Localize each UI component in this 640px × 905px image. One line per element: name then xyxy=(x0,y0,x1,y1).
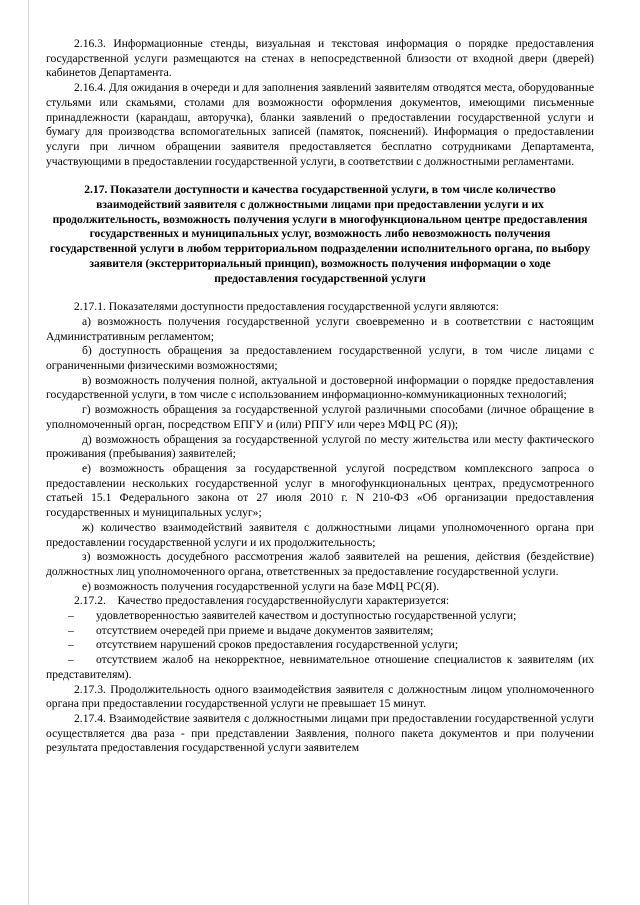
paragraph-2-17-1: 2.17.1. Показателями доступности предоставления государственной услуги являются: xyxy=(74,300,499,314)
section-heading-2-17: 2.17. Показатели доступности и качества государственной услуги, в том числе количество взаимодействий заявителя с должностными лицами при предоставлении услуги и их продолжительность, возможность получения услуги в многофункциональном центре предоставления государственных и муниципальных услуг, возможность либо невозможность получения государственной услуги в любом территориальном подразделении исполнительного органа, по выбору заявителя (экстерриториальный принцип), возможность получения информации о ходе предоставления государственной услуги xyxy=(49,183,591,285)
access-item-d: д) возможность обращения за государственной услугой по месту жительства или месту фактического проживания (пребывания) заявителей; xyxy=(46,432,594,461)
quality-item-text: отсутствием очередей при приеме и выдаче документов заявителям; xyxy=(96,623,434,637)
access-item-a: а) возможность получения государственной услуги своевременно и в соответствии с настоящим Административным регламентом; xyxy=(46,314,594,343)
access-item-zh: ж) количество взаимодействий заявителя с должностными лицами уполномоченного органа при предоставлении государственной услуги и их продолжительность; xyxy=(46,520,594,549)
dash-marker: – xyxy=(68,638,74,652)
paragraph-2-17-2: 2.17.2. Качество предоставления государственнойуслуги характеризуется: xyxy=(74,594,450,608)
quality-item xyxy=(46,624,594,639)
access-item-z: з) возможность досудебного рассмотрения жалоб заявителей на решения, действия (бездействие) должностных лиц уполномоченного органа, ответственных за предоставление государственной услуги. xyxy=(46,550,594,578)
dash-marker: – xyxy=(68,623,74,637)
quality-item xyxy=(46,638,594,653)
paragraph-2-16-4: 2.16.4. Для ожидания в очереди и для заполнения заявлений заявителям отводятся места, оборудованные стульями или скамьями, столами для возможности оформления документов, имеющими письменные принадлежности (карандаш, авторучка), бланки заявлений о предоставлении государственной услуги и бумагу для производства вспомогательных записей (памяток, пояснений). Информация о предоставлении услуги при личном обращении заявителя предоставляется бесплатно сотрудниками Департамента, участвующими в предоставлении государственной услуги, в соответствии с должностными регламентами. xyxy=(46,81,594,168)
access-item-b: б) доступность обращения за предоставлением государственной услуги, в том числе лицами с ограниченными физическими возможностями; xyxy=(46,344,594,373)
page-content xyxy=(46,37,594,756)
spacer xyxy=(46,169,594,183)
spacer xyxy=(46,286,594,300)
paragraph-2-16-3: 2.16.3. Информационные стенды, визуальная и текстовая информация о порядке предоставления государственной услуги размещаются на стенах в непосредственной близости от входной двери (дверей) кабинетов Департамента. xyxy=(46,37,594,80)
quality-item-text: удовлетворенностью заявителей качеством и доступностью государственной услуги; xyxy=(96,609,517,623)
quality-item-text: отсутствием жалоб на некорректное, невнимательное отношение специалистов к заявителям (их представителям). xyxy=(46,653,594,681)
paragraph-2-17-4: 2.17.4. Взаимодействие заявителя с должностными лицами при предоставлении государственной услуги осуществляется два раза - при представлении Заявления, полного пакета документов и при получении результата предоставления государственной услуги заявителем xyxy=(46,711,594,755)
left-margin-line xyxy=(28,0,29,905)
access-item-v: в) возможность получения полной, актуальной и достоверной информации о порядке предоставления государственной услуги, в том числе с использованием информационно-коммуникационных технологий; xyxy=(46,373,594,402)
dash-marker: – xyxy=(68,653,74,667)
access-item-g: г) возможность обращения за государственной услугой различными способами (личное обращение в уполномоченный орган, посредством ЕПГУ и (или) РПГУ или через МФЦ РС (Я)); xyxy=(46,403,594,431)
quality-item xyxy=(46,609,594,624)
access-item-e: е) возможность обращения за государственной услугой посредством комплексного запроса о предоставлении нескольких государственной услуг в многофункциональных центрах, предусмотренного статьей 15.1 Федерального закона от 27 июля 2010 г. N 210-ФЗ «Об организации предоставления государственных и муниципальных услуг»; xyxy=(46,461,594,520)
dash-marker: – xyxy=(68,609,74,623)
quality-item-text: отсутствием нарушений сроков предоставления государственной услуги; xyxy=(96,638,459,652)
paragraph-2-17-3: 2.17.3. Продолжительность одного взаимодействия заявителя с должностным лицом уполномоченного органа при предоставлении государственной услуги не превышает 15 минут. xyxy=(46,682,594,711)
access-item-e-mfc: е) возможность получения государственной услуги на базе МФЦ РС(Я). xyxy=(82,579,440,593)
quality-item xyxy=(46,653,594,682)
